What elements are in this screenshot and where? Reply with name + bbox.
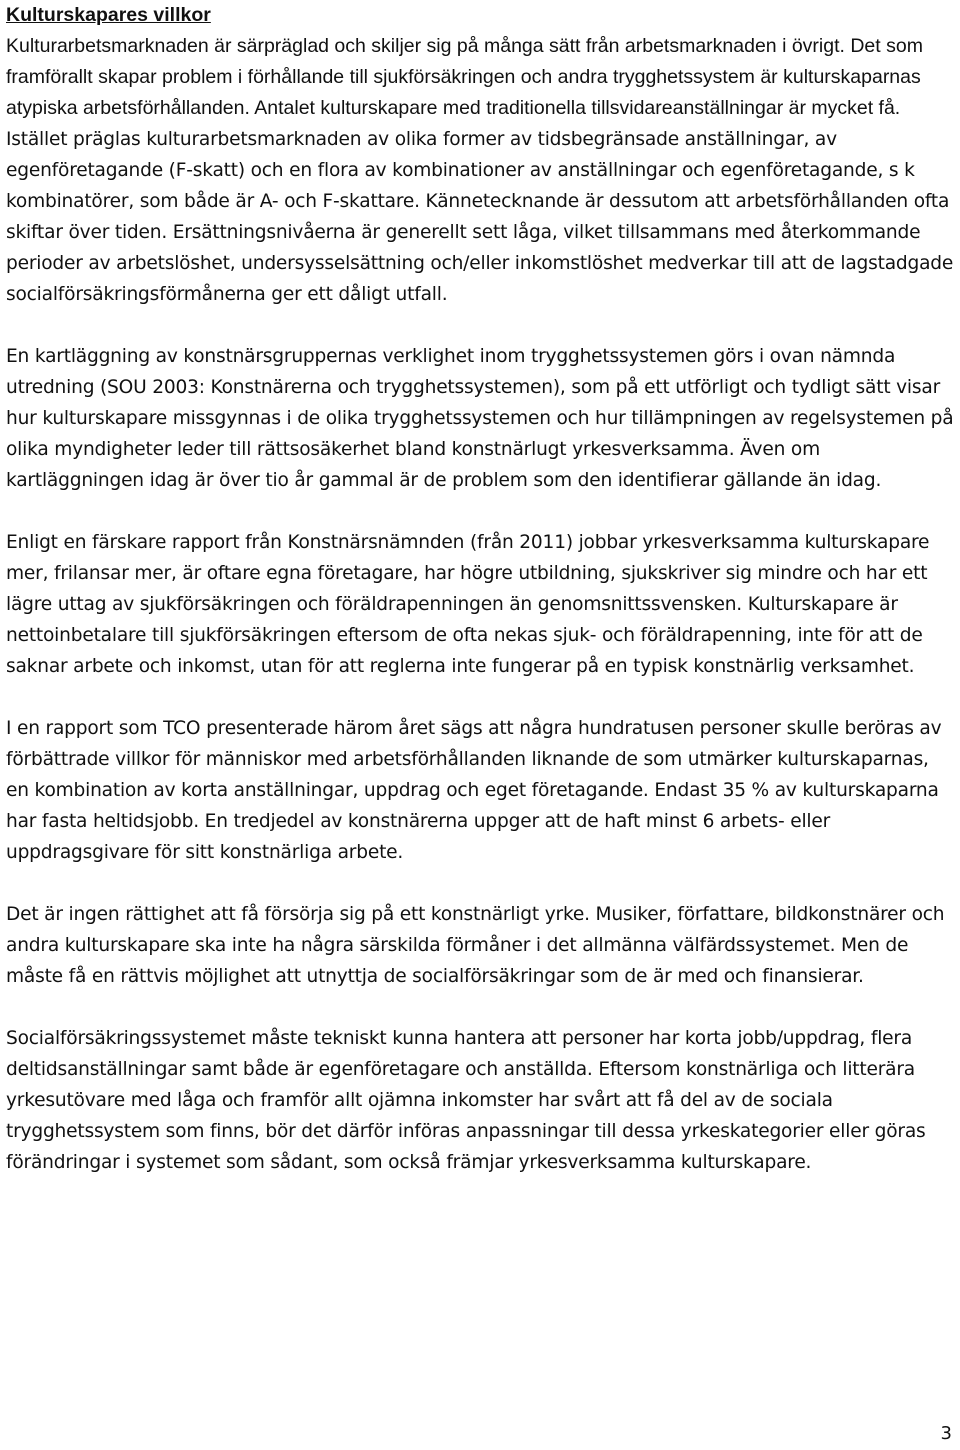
intro-paragraph [6, 31, 956, 310]
paragraph-tco-rapport: I en rapport som TCO presenterade härom året sägs att några hundratusen personer skulle beröras av förbättrade villkor för människor med arbetsförhållanden liknande de som utmärker kulturskaparnas, en kombination av korta anställningar, uppdrag och eget företagande. Endast 35 % av kulturskaparna har fasta heltidsjobb. En tredjedel av konstnärerna uppger att de haft minst 6 arbets- eller uppdragsgivare för sitt konstnärliga arbete. [6, 718, 942, 863]
document-page [6, 0, 956, 1209]
paragraph-konstnarsnamnden: Enligt en färskare rapport från Konstnärsnämnden (från 2011) jobbar yrkesverksamma kulturskapare mer, frilansar mer, är oftare egna företagare, har högre utbildning, sjukskriver sig mindre och har ett lägre uttag av sjukförsäkringen och föräldrapenningen än genomsnittssvensken. Kulturskapare är nettoinbetalare till sjukförsäkringen eftersom de ofta nekas sjuk- och föräldrapenning, inte för att de saknar arbete och inkomst, utan för att reglerna inte fungerar på en typisk konstnärlig verksamhet. [6, 532, 930, 677]
intro-sans-text: Kulturarbetsmarknaden är särpräglad och skiljer sig på många sätt från arbetsmarknaden i övrigt. Det som framförallt skapar problem i förhållande till sjukförsäkringen och andra trygghetssystem är kulturskaparnas atypiska arbetsförhållanden. Antalet kulturskapare med traditionella tillsvidareanställningar är mycket få. [6, 35, 923, 119]
paragraph-socialforsakringssystemet: Socialförsäkringssystemet måste tekniskt kunna hantera att personer har korta jobb/uppdrag, flera deltidsanställningar samt både är egenföretagare och anställda. Eftersom konstnärliga och litterära yrkesutövare med låga och framför allt ojämna inkomster har svårt att få del av de sociala trygghetssystem som finns, bör det därför införas anpassningar till dessa yrkeskategorier eller göras förändringar i systemet som sådant, som också främjar yrkesverksamma kulturskapare. [6, 1028, 926, 1173]
paragraph-kartlaggning: En kartläggning av konstnärsgruppernas verklighet inom trygghetssystemen görs i ovan nämnda utredning (SOU 2003: Konstnärerna och trygghetssystemen), som på ett utförligt och tydligt sätt visar hur kulturskapare missgynnas i de olika trygghetssystemen och hur tillämpningen av regelsystemen på olika myndigheter leder till rättsosäkerhet bland konstnärlugt yrkesverksamma. Även om kartläggningen idag är över tio år gammal är de problem som den identifierar gällande än idag. [6, 346, 954, 491]
section-heading: Kulturskapares villkor [6, 4, 211, 26]
paragraph-rattighet: Det är ingen rättighet att få försörja sig på ett konstnärligt yrke. Musiker, författare, bildkonstnärer och andra kulturskapare ska inte ha några särskilda förmåner i det allmänna välfärdssystemet. Men de måste få en rättvis möjlighet att utnyttja de socialförsäkringar som de är med och finansierar. [6, 904, 945, 987]
page-number: 3 [940, 1423, 952, 1444]
intro-body-text: Istället präglas kulturarbetsmarknaden av olika former av tidsbegränsade anställningar, av egenföretagande (F-skatt) och en flora av kombinationer av anställningar och egenföretagande, s k kombinatörer, som både är A- och F-skattare. Kännetecknande är dessutom att arbetsförhållanden ofta skiftar över tiden. Ersättningsnivåerna är generellt sett låga, vilket tillsammans med återkommande perioder av arbetslöshet, undersysselsättning och/eller inkomstlöshet medverkar till att de lagstadgade socialförsäkringsförmånerna ger ett dåligt utfall. [6, 129, 954, 305]
